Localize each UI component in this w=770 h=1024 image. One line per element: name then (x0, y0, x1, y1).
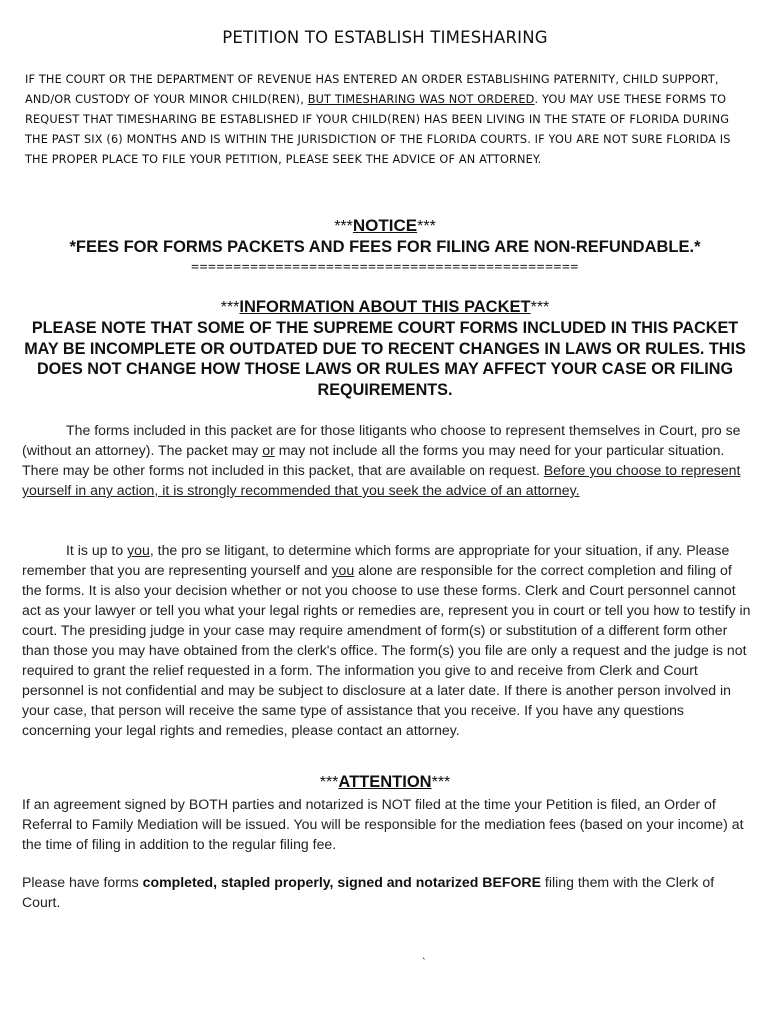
paragraph4-bold-1: completed, stapled properly, signed and notarized (142, 874, 479, 890)
notice-suffix: *** (417, 218, 436, 235)
paragraph4-bold-before: BEFORE (482, 874, 541, 890)
information-suffix: *** (530, 299, 550, 316)
paragraph2-you-1: you (127, 542, 150, 558)
paragraph1-text-1: The forms included in this packet are for those litigants who choose to represent themselves in Court, pro se (without an attorney). The packet may (22, 422, 741, 458)
paragraph-filing-instructions (22, 872, 752, 912)
intro-text-1: IF THE COURT OR THE DEPARTMENT OF REVENUE HAS ENTERED AN ORDER ESTABLISHING PATERNITY, CHILD SUPPORT, AND/OR CUSTODY OF YOUR MINOR CHILD(REN), (25, 73, 719, 106)
separator-line: ============================================== (191, 260, 579, 275)
paragraph2-text-3: alone are responsible for the correct completion and filing of the forms. It is also your decision whether or not you choose to use these forms. Clerk and Court personnel cannot act as your lawyer or tell you what your legal rights or remedies are, represent you in court or tell you how to testify in court. The presiding judge in your case may require amendment of form(s) or substitution of a different form other than those you may have obtained from the clerk's office. The form(s) you file are only a request and the judge is not required to grant the relief requested in a form. The information you give to and receive from Clerk and Court personnel is not confidential and may be subject to disclosure at a later date. If there is another person involved in your case, that person will receive the same type of assistance that you receive. If you have any questions concerning your legal rights and remedies, please contact an attorney. (22, 562, 751, 738)
stray-mark: ˎ (422, 946, 426, 960)
notice-heading (0, 216, 770, 236)
attention-prefix: *** (319, 774, 339, 791)
intro-text-2: . YOU MAY USE THESE FORMS TO REQUEST THAT TIMESHARING BE ESTABLISHED IF YOUR CHILD(REN) HAS BEEN LIVING IN THE STATE OF FLORIDA DURING THE PAST SIX (6) MONTHS AND IS WITHIN THE JURISDICTION OF THE FLORIDA COURTS. IF YOU ARE NOT SURE FLORIDA IS THE PROPER PLACE TO FILE YOUR PETITION, PLEASE SEEK THE ADVICE OF AN ATTORNEY. (25, 93, 731, 166)
notice-label: NOTICE (352, 216, 418, 235)
information-heading (0, 298, 770, 317)
paragraph1-text-2: may not include all the forms you may need for your particular situation. There may be other forms not included in this packet, that are available on request. (22, 442, 725, 478)
paragraph-pro-se-responsibility (22, 540, 752, 740)
fees-notice: *FEES FOR FORMS PACKETS AND FEES FOR FILING ARE NON-REFUNDABLE.* (69, 238, 701, 256)
document-title: PETITION TO ESTABLISH TIMESHARING (222, 28, 548, 47)
attention-suffix: *** (431, 774, 451, 791)
paragraph4-text-2: filing them with the Clerk of Court. (22, 874, 715, 910)
paragraph1-underlined-advice: Before you choose to represent yourself in any action, it is strongly recommended that you seek the advice of an attorney. (22, 462, 741, 498)
information-label: INFORMATION ABOUT THIS PACKET (239, 298, 531, 316)
paragraph2-text-2: , the pro se litigant, to determine which forms are appropriate for your situation, if any. Please remember that you are representing yourself and (22, 542, 730, 578)
paragraph-forms-included (22, 420, 752, 500)
intro-paragraph (25, 70, 745, 170)
attention-label: ATTENTION (338, 773, 432, 791)
notice-prefix: *** (334, 218, 353, 235)
attention-heading (0, 773, 770, 792)
paragraph4-text-1: Please have forms (22, 874, 143, 890)
paragraph2-text-1: It is up to (66, 542, 128, 558)
intro-underlined-text: BUT TIMESHARING WAS NOT ORDERED (307, 93, 535, 106)
paragraph1-or: or (262, 442, 275, 458)
paragraph-mediation: If an agreement signed by BOTH parties and notarized is NOT filed at the time your Petition is filed, an Order of Referral to Family Mediation will be issued. You will be responsible for the mediation fees (based on your income) at the time of filing in addition to the regular filing fee. (22, 796, 744, 852)
information-prefix: *** (220, 299, 240, 316)
paragraph2-you-2: you (331, 562, 355, 578)
information-body: PLEASE NOTE THAT SOME OF THE SUPREME COURT FORMS INCLUDED IN THIS PACKET MAY BE INCOMPLETE OR OUTDATED DUE TO RECENT CHANGES IN LAWS OR RULES. THIS DOES NOT CHANGE HOW THOSE LAWS OR RULES MAY AFFECT YOUR CASE OR FILING REQUIREMENTS. (24, 319, 746, 399)
